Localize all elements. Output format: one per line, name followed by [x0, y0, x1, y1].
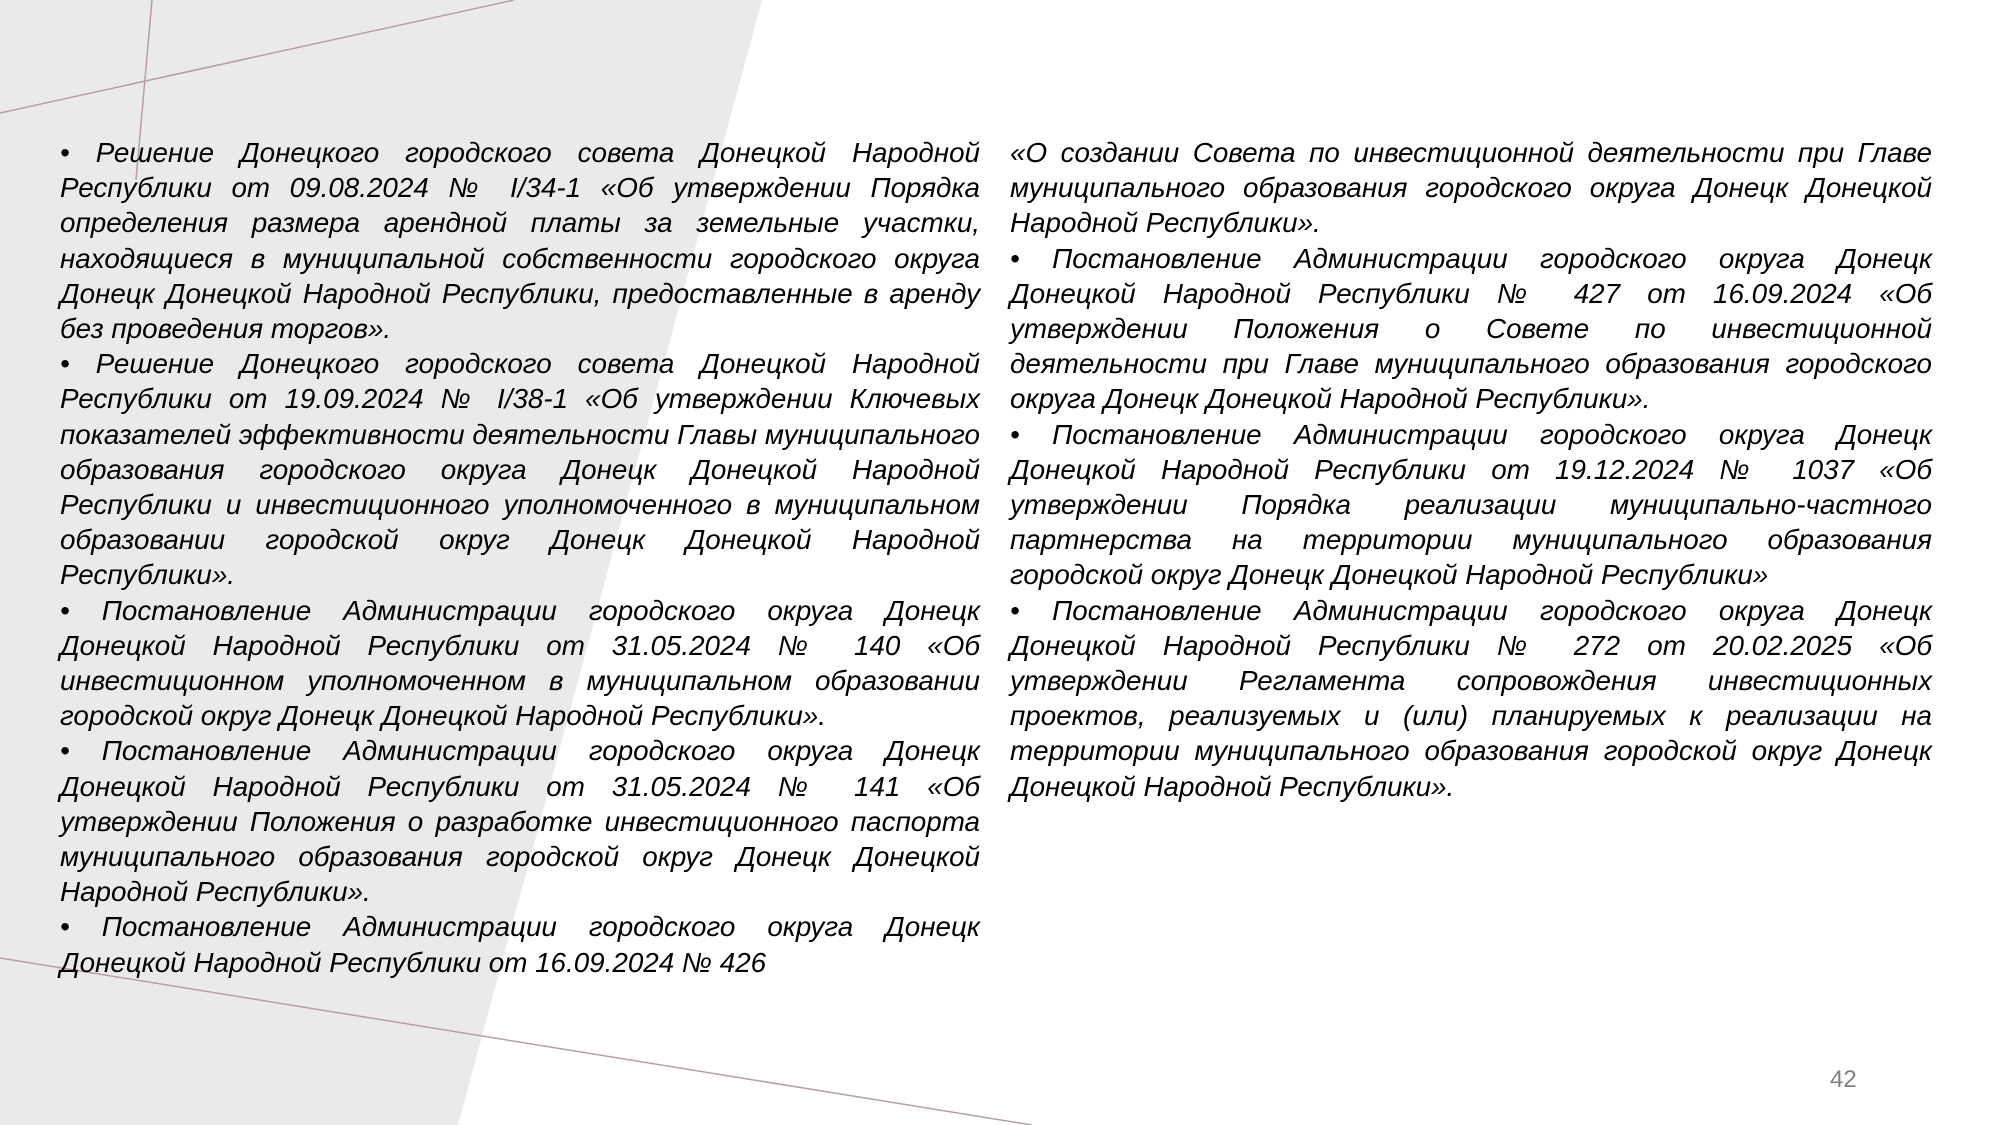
left-text-column	[60, 135, 980, 980]
right-text-column	[1010, 135, 1932, 804]
document-item: • Постановление Администрации городского округа Донецк Донецкой Народной Республики № 272 от 20.02.2025 «Об утверждении Регламента сопровождения инвестиционных проектов, реализуемых и (или) планируемых к реализации на территории муниципального образования городской округ Донецк Донецкой Народной Республики».	[1010, 594, 1932, 802]
document-item: • Постановление Администрации городского округа Донецк Донецкой Народной Республики от 19.12.2024 № 1037 «Об утверждении Порядка реализации муниципально-частного партнерства на территории муниципального образования городской округ Донецк Донецкой Народной Республики»	[1010, 418, 1932, 591]
document-item: • Решение Донецкого городского совета Донецкой Народной Республики от 09.08.2024 № I/34-1 «Об утверждении Порядка определения размера арендной платы за земельные участки, находящиеся в муниципальной собственности городского округа Донецк Донецкой Народной Республики, предоставленные в аренду без проведения торгов».	[60, 137, 980, 345]
document-item: • Постановление Администрации городского округа Донецк Донецкой Народной Республики от 31.05.2024 № 141 «Об утверждении Положения о разработке инвестиционного паспорта муниципального образования городской округ Донецк Донецкой Народной Республики».	[60, 735, 980, 908]
document-item: • Постановление Администрации городского округа Донецк Донецкой Народной Республики от 31.05.2024 № 140 «Об инвестиционном уполномоченном в муниципальном образовании городской округ Донецк Донецкой Народной Республики».	[60, 594, 980, 732]
document-item: • Постановление Администрации городского округа Донецк Донецкой Народной Республики № 427 от 16.09.2024 «Об утверждении Положения о Совете по инвестиционной деятельности при Главе муниципального образования городского округа Донецк Донецкой Народной Республики».	[1010, 242, 1932, 415]
page-number: 42	[1830, 1066, 1857, 1093]
document-item: • Постановление Администрации городского округа Донецк Донецкой Народной Республики от 16.09.2024 № 426	[60, 911, 980, 978]
document-item: • Решение Донецкого городского совета Донецкой Народной Республики от 19.09.2024 № I/38-1 «Об утверждении Ключевых показателей эффективности деятельности Главы муниципального образования городского округа Донецк Донецкой Народной Республики и инвестиционного уполномоченного в муниципальном образовании городской округ Донецк Донецкой Народной Республики».	[60, 348, 980, 591]
document-item: «О создании Совета по инвестиционной деятельности при Главе муниципального образования городского округа Донецк Донецкой Народной Республики».	[1010, 137, 1932, 239]
